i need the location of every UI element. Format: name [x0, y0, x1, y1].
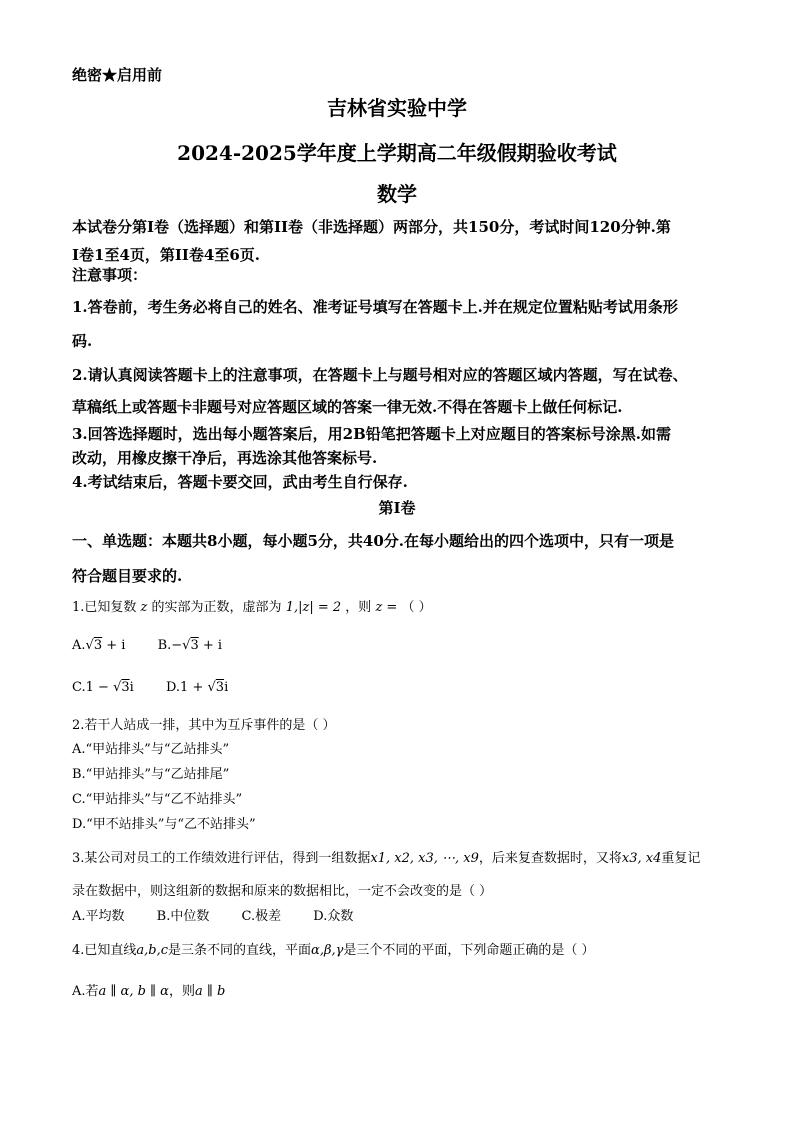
q2-option-c[interactable]: C.“甲站排头”与“乙不站排头”: [72, 792, 243, 807]
note-1-line-2: 码.: [72, 332, 93, 350]
q1-option-c-radicand: 3: [121, 680, 130, 695]
q4-stem-suffix: 是三个不同的平面，下列命题正确的是（ ）: [343, 943, 595, 958]
q1-option-a-tail: + i: [102, 638, 126, 653]
q2-option-b[interactable]: B.“甲站排头”与“乙站排尾”: [72, 767, 230, 782]
intro-line-2: I卷1至4页，第II卷4至6页.: [72, 246, 261, 264]
question-1-options-ab: [72, 638, 760, 653]
q1-option-d[interactable]: [166, 680, 228, 695]
note-3-line-1: 3.回答选择题时，选出每小题答案后，用2B铅笔把答题卡上对应题目的答案标号涂黑.如需: [72, 425, 672, 443]
section-1-line-1: 一、单选题：本题共8小题，每小题5分，共40分.在每小题给出的四个选项中，只有一项是: [72, 532, 674, 550]
q1-answer-var: z =: [375, 600, 398, 615]
q3-data-sequence: x1, x2, x3, ⋯, x9: [370, 851, 479, 866]
q3-option-b[interactable]: B.中位数: [156, 909, 210, 924]
q3-stem-suffix: 重复记: [661, 851, 701, 866]
q1-option-c-label: C.: [72, 680, 86, 695]
q3-stem-prefix: 3.某公司对员工的工作绩效进行评估，得到一组数据: [72, 851, 371, 866]
q1-condition: 1,|z| = 2: [285, 600, 342, 615]
question-3-stem-line-1: [72, 847, 760, 866]
question-3-options: [72, 905, 760, 924]
question-1-stem: [72, 596, 760, 615]
note-3-line-2: 改动，用橡皮擦干净后，再选涂其他答案标号.: [72, 449, 378, 467]
q1-option-c-head: 1 −: [85, 680, 114, 695]
confidential-label: 绝密★启用前: [72, 66, 163, 84]
volume-label: 第I卷: [378, 499, 416, 517]
q1-option-b-head: −: [171, 638, 183, 653]
q4-plane-vars: α,β,γ: [311, 943, 344, 958]
q4-stem-prefix: 4.已知直线: [72, 943, 137, 958]
question-1-options-cd: [72, 680, 760, 695]
subject-title: 数学: [377, 182, 417, 206]
note-2-line-2: 草稿纸上或答题卡非题号对应答题区域的答案一律无效.不得在答题卡上做任何标记.: [72, 398, 623, 416]
q3-option-c[interactable]: C.极差: [241, 909, 282, 924]
q4-option-a-then: ，则: [168, 984, 195, 999]
notes-title: 注意事项：: [72, 266, 148, 284]
q3-option-a[interactable]: A.平均数: [72, 909, 125, 924]
q1-stem-mid: 的实部为正数，虚部为: [151, 600, 282, 615]
q1-option-c-tail: i: [129, 680, 134, 695]
q1-option-b-radicand: 3: [190, 638, 199, 653]
school-name: 吉林省实验中学: [327, 96, 467, 120]
q3-repeat-vars: x3, x4: [621, 851, 662, 866]
q2-option-d[interactable]: D.“甲不站排头”与“乙不站排头”: [72, 817, 256, 832]
q3-stem-mid: ，后来复查数据时，又将: [478, 851, 622, 866]
q1-option-a-label: A.: [72, 638, 86, 653]
sqrt-icon: √: [182, 638, 191, 653]
q4-option-a-label: A.若: [72, 984, 99, 999]
note-1-line-1: 1.答卷前，考生务必将自己的姓名、准考证号填写在答题卡上.并在规定位置粘贴考试用条形: [72, 298, 678, 316]
section-1-line-2: 符合题目要求的.: [72, 567, 183, 585]
q1-option-a[interactable]: [72, 638, 125, 653]
q3-option-d[interactable]: D.众数: [313, 909, 354, 924]
exam-title: 2024-2025学年度上学期高二年级假期验收考试: [177, 141, 617, 165]
q1-option-d-head: 1 +: [180, 680, 208, 695]
question-4-stem: [72, 939, 760, 958]
q4-stem-mid: 是三条不同的直线，平面: [168, 943, 312, 958]
q1-blank: （ ）: [401, 600, 432, 615]
question-3-stem-line-2: 录在数据中，则这组新的数据和原来的数据相比，一定不会改变的是（ ）: [72, 884, 493, 899]
q1-option-d-label: D.: [165, 680, 181, 695]
sqrt-icon: √: [85, 638, 94, 653]
intro-line-1: 本试卷分第I卷（选择题）和第II卷（非选择题）两部分，共150分，考试时间120分钟.第: [72, 218, 671, 236]
note-4: 4.考试结束后，答题卡要交回，武由考生自行保存.: [72, 473, 408, 491]
sqrt-icon: √: [207, 680, 216, 695]
q1-option-d-radicand: 3: [215, 680, 225, 695]
note-2-line-1: 2.请认真阅读答题卡上的注意事项，在答题卡上与题号相对应的答题区域内答题，写在试卷、: [72, 366, 688, 384]
exam-intro: [72, 213, 760, 269]
question-2-stem: 2.若干人站成一排，其中为互斥事件的是（ ）: [72, 718, 336, 733]
q1-option-d-tail: i: [224, 680, 229, 695]
q1-stem-prefix: 1.已知复数: [72, 600, 137, 615]
q1-option-a-radicand: 3: [93, 638, 103, 653]
q4-option-a-condition: a ∥ α, b ∥ α: [98, 984, 169, 999]
sqrt-icon: √: [113, 680, 122, 695]
q4-line-vars: a,b,c: [136, 943, 169, 958]
q4-option-a[interactable]: [72, 980, 760, 999]
q2-option-a[interactable]: A.“甲站排头”与“乙站排头”: [72, 742, 230, 757]
q1-option-b[interactable]: [158, 638, 223, 653]
q1-var-z: z: [140, 600, 148, 615]
q1-stem-suffix: ，则: [345, 600, 372, 615]
q1-option-c[interactable]: [72, 680, 134, 695]
q1-option-b-tail: + i: [198, 638, 223, 653]
q1-option-b-label: B.: [157, 638, 172, 653]
q4-option-a-conclusion: a ∥ b: [194, 984, 226, 999]
